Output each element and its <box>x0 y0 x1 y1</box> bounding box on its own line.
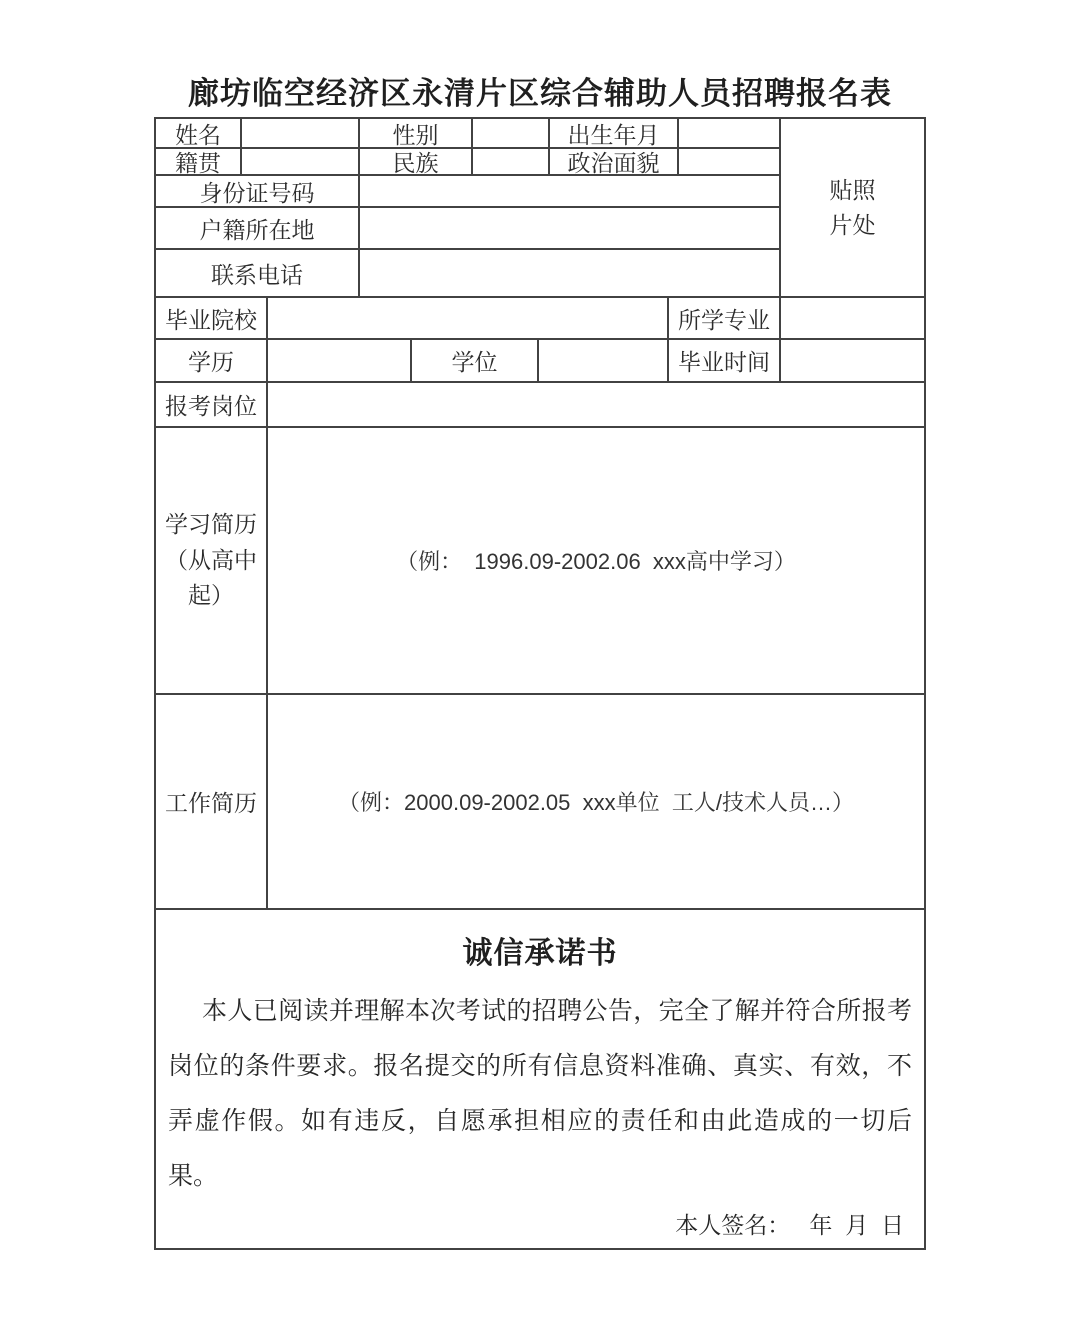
gender-label: 性别 <box>360 119 473 149</box>
table-row <box>156 383 924 428</box>
name-label: 姓名 <box>156 119 242 149</box>
contact-phone-label: 联系电话 <box>156 250 360 298</box>
table-row <box>156 176 781 208</box>
household-location-value-cell <box>360 208 781 250</box>
table-row <box>156 428 924 695</box>
work-history-label: 工作简历 <box>156 695 268 910</box>
graduate-school-value-cell <box>268 298 669 340</box>
table-row <box>156 250 781 298</box>
table-row <box>156 298 924 340</box>
native-place-label: 籍贯 <box>156 149 242 176</box>
applied-position-label: 报考岗位 <box>156 383 268 428</box>
ethnicity-value-cell <box>473 149 550 176</box>
graduation-time-value-cell <box>781 340 924 383</box>
gender-value-cell <box>473 119 550 149</box>
integrity-pledge-section <box>156 910 924 1248</box>
education-value-cell <box>268 340 412 383</box>
native-place-value-cell <box>242 149 360 176</box>
page-title: 廊坊临空经济区永清片区综合辅助人员招聘报名表 <box>188 76 892 111</box>
applied-position-value-cell <box>268 383 924 428</box>
photo-paste-label-line2: 片处 <box>829 211 876 238</box>
degree-value-cell <box>539 340 669 383</box>
education-label: 学历 <box>156 340 268 383</box>
major-label: 所学专业 <box>669 298 781 340</box>
photo-paste-area <box>781 119 924 298</box>
name-value-cell <box>242 119 360 149</box>
birth-date-label: 出生年月 <box>550 119 679 149</box>
political-status-label: 政治面貌 <box>550 149 679 176</box>
study-history-label-line3: 起） <box>188 582 234 609</box>
work-history-example: （例：2000.09-2002.05 xxx单位 工人/技术人员…） <box>338 790 854 815</box>
study-history-label-line1: 学习简历 <box>165 511 257 538</box>
personal-info-section <box>156 119 924 298</box>
contact-phone-value-cell <box>360 250 781 298</box>
table-row <box>156 340 924 383</box>
study-history-example: （例： 1996.09-2002.06 xxx高中学习） <box>396 549 796 574</box>
study-history-value-cell <box>268 428 924 695</box>
form-table <box>154 117 926 1250</box>
table-row <box>156 119 781 149</box>
ethnicity-label: 民族 <box>360 149 473 176</box>
pledge-body-text: 本人已阅读并理解本次考试的招聘公告，完全了解并符合所报考岗位的条件要求。报名提交的所有信息资料准确、真实、有效，不弄虚作假。如有违反，自愿承担相应的责任和由此造成的一切后果。 <box>168 997 912 1190</box>
study-history-label <box>156 428 268 695</box>
signature-line: 本人签名： 年 月 日 <box>675 1212 904 1238</box>
table-row <box>156 208 781 250</box>
study-history-label-line2: （从高中 <box>165 546 257 573</box>
major-value-cell <box>781 298 924 340</box>
photo-paste-label-line1: 贴照 <box>829 177 876 203</box>
graduation-time-label: 毕业时间 <box>669 340 781 383</box>
household-location-label: 户籍所在地 <box>156 208 360 250</box>
graduate-school-label: 毕业院校 <box>156 298 268 340</box>
political-status-value-cell <box>679 149 781 176</box>
table-row <box>156 695 924 910</box>
pledge-heading: 诚信承诺书 <box>462 937 618 970</box>
id-number-value-cell <box>360 176 781 208</box>
table-row <box>156 149 781 176</box>
work-history-value-cell <box>268 695 924 910</box>
degree-label: 学位 <box>412 340 539 383</box>
birth-date-value-cell <box>679 119 781 149</box>
id-number-label: 身份证号码 <box>156 176 360 208</box>
